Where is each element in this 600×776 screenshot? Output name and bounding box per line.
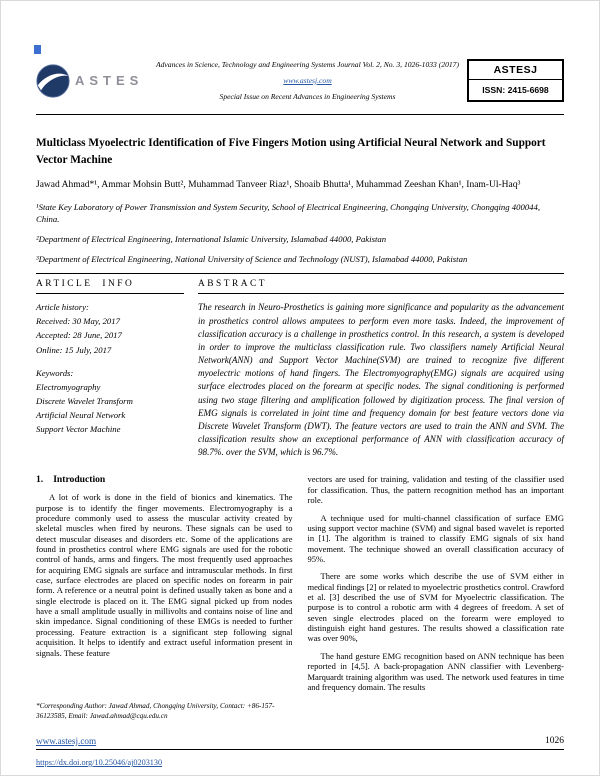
body-paragraph: The hand gesture EMG recognition based on ANN technique has been reported in [4,5]. A back-propagation ANN classifier with Levenberg-Marquardt training algorithm was used. The network used features in time and frequency domain. The results — [307, 650, 564, 692]
paper-title: Multiclass Myoelectric Identification of Five Fingers Motion using Artificial Neural Network and Support Vector Machine — [36, 136, 546, 166]
keyword-item: Discrete Wavelet Transform — [36, 395, 133, 406]
keyword-item: Electromyography — [36, 381, 101, 392]
affiliation: ³Department of Electrical Engineering, National University of Science and Technology (NUST), Islamabad 44000, Pakistan — [36, 254, 468, 265]
abstract-heading: ABSTRACT — [198, 279, 564, 294]
body-columns — [36, 474, 564, 699]
section-number: 1. — [36, 474, 44, 486]
history-received: Received: 30 May, 2017 — [36, 316, 120, 327]
keywords-label: Keywords: — [36, 367, 74, 378]
journal-website-link[interactable]: www.astesj.com — [283, 75, 332, 85]
issn-box-title: ASTESJ — [469, 61, 562, 80]
corresponding-author-footnote: *Corresponding Author: Jawad Ahmad, Chongqing University, Contact: +86-157-36123585, Email: Jawad.ahmad@cqu.edu.cn — [36, 701, 275, 720]
astes-globe-icon — [36, 64, 70, 98]
article-history-label: Article history: — [36, 302, 89, 313]
issn-number: ISSN: 2415-6698 — [482, 85, 549, 96]
left-column — [36, 474, 293, 699]
footer-website-link[interactable]: www.astesj.com — [36, 736, 97, 746]
keyword-item: Support Vector Machine — [36, 423, 121, 434]
link-annotation-mark — [34, 45, 41, 54]
intro-paragraph: A lot of work is done in the field of bionics and kinematics. The purpose is to identify the finger movements. Electromyography is a procedure commonly used to assess the muscular activity created by skeletal muscles when fired by neurons. These signals can be used to detect muscular diseases and disorders etc. Some of the applications are found in prosthetics control where EMG signals are used for the robotic control of hands, arms and fingers. The most frequently used approaches for acquiring EMG signals are surface and intramuscular methods. In first case, surface electrodes are placed on specific nodes on forearm in pair form. A reference or a neutral point is defined usually taken as bone and a single electrode is placed on it. The EMG signal picked up from nodes have a small amplitude usually in millivolts and contains noise of line and skin impedance. Signal conditioning of these EMGs is needed to further processing. Feature extraction is a significant step following signal acquisition. It helps to identify and extract useful information present in signals. These feature — [36, 492, 293, 658]
body-paragraph: vectors are used for training, validation and testing of the classifier used for classification. Thus, the pattern recognition method has an important role. — [307, 474, 564, 506]
footer-rule — [36, 749, 564, 750]
history-accepted: Accepted: 28 June, 2017 — [36, 330, 122, 341]
body-paragraph: There are some works which describe the use of SVM either in medical findings [2] or related to myoelectric prosthetics control. Crawford et al. [3] described the use of SVM for Myoelectric classification. The purpose is to control a robotic arm with 4 degrees of freedom. A set of seven single electrodes placed on the forearm were employed to distinguish eight hand gestures. The results showed a classification rate was over 90%, — [307, 571, 564, 644]
keyword-item: Artificial Neural Network — [36, 409, 126, 420]
page-number: 1026 — [545, 736, 564, 746]
article-history — [36, 301, 184, 356]
issn-box — [467, 59, 564, 102]
journal-title-line: Advances in Science, Technology and Engineering Systems Journal Vol. 2, No. 3, 1026-1033 (2017) — [156, 60, 459, 69]
body-paragraph: A technique used for multi-channel classification of surface EMG using support vector machine (SVM) and signal based wavelet is reported in [1]. The algorithm is trained to classify EMG signals of six hand movement. The technique showed an overall classification accuracy of 95%. — [307, 512, 564, 564]
section-title: Introduction — [53, 474, 106, 486]
journal-masthead — [148, 57, 467, 105]
logo-text: ASTES — [75, 73, 144, 89]
special-issue-line: Special Issue on Recent Advances in Engineering Systems — [219, 91, 396, 101]
section-heading — [36, 474, 293, 486]
affiliations — [36, 201, 564, 266]
article-info-column — [36, 279, 184, 459]
info-abstract-section — [36, 273, 564, 459]
journal-logo — [36, 64, 148, 98]
article-info-heading: ARTICLE INFO — [36, 279, 184, 294]
header-rule — [36, 114, 564, 115]
history-online: Online: 15 July, 2017 — [36, 344, 112, 355]
abstract-column — [198, 279, 564, 459]
keywords-block — [36, 367, 184, 436]
authors-line: Jawad Ahmad*¹, Ammar Mohsin Butt², Muhammad Tanveer Riaz¹, Shoaib Bhutta¹, Muhammad Zeeshan Khan¹, Inam-Ul-Haq³ — [36, 179, 521, 190]
right-column — [308, 474, 565, 699]
affiliation: ²Department of Electrical Engineering, International Islamic University, Islamabad 44000, Pakistan — [36, 234, 387, 245]
footer-row — [36, 736, 564, 746]
doi-link[interactable]: https://dx.doi.org/10.25046/aj0203130 — [36, 758, 163, 767]
affiliation: ¹State Key Laboratory of Power Transmission and System Security, School of Electrical Engineering, Chongqing University, Chongqing 400044, China. — [36, 201, 541, 224]
abstract-text: The research in Neuro-Prosthetics is gaining more significance and popularity as the advancement in prosthetics control allows amputees to perform even more tasks. Indeed, the improvement of classification accuracy is a challenge in prosthetics control. In this research, a system is developed in order to improve the multiclass classification rule. Two classifiers namely Artificial Neural Network(ANN) and Support Vector Machine(SVM) are trained to recognize five different myoelectric motions of hand fingers. The Electromyography(EMG) signals are acquired using surface electrodes placed on the forearm at specific nodes. The signal conditioning is performed using two stage filtering and amplification followed by digitization process. The final version of EMG signals is correlated in joint time and frequency domain for best feature vectors done via Discrete Wavelet Transform (DWT). The feature vectors are used to train the ANN and SVM. The classification results show an exceptional performance of ANN with classification accuracy of 98.7%. over the SVM, which is 96.7%. — [198, 302, 564, 458]
journal-header — [36, 57, 564, 105]
